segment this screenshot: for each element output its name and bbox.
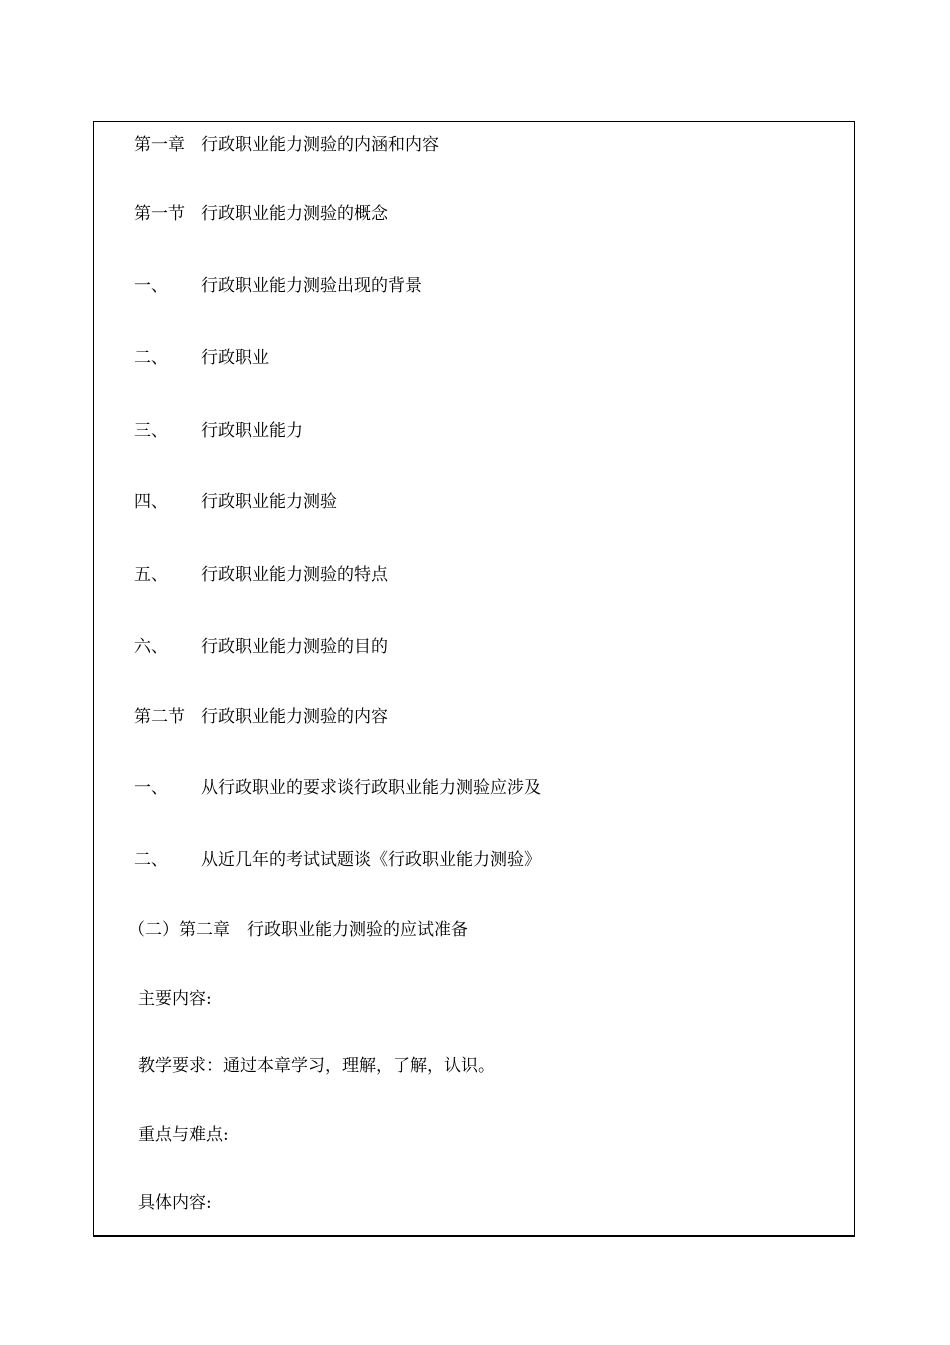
item-text: 行政职业能力	[201, 421, 303, 441]
item-text: 从近几年的考试试题谈《行政职业能力测验》	[201, 850, 541, 870]
section-label: 第一节	[134, 204, 185, 224]
item-text: 行政职业能力测验的特点	[201, 565, 388, 585]
specific-content-label: 具体内容:	[138, 1193, 212, 1213]
chapter-label: 第一章	[134, 135, 185, 155]
item-number: 一、	[134, 276, 168, 296]
item-number: 一、	[134, 778, 168, 798]
item-number: 四、	[134, 492, 168, 512]
teaching-requirements: 教学要求：通过本章学习，理解，了解，认识。	[138, 1056, 495, 1076]
item-text: 从行政职业的要求谈行政职业能力测验应涉及	[201, 778, 541, 798]
chapter-2-heading: （二）第二章 行政职业能力测验的应试准备	[128, 920, 468, 940]
item-number: 二、	[134, 850, 168, 870]
item-number: 三、	[134, 421, 168, 441]
item-number: 六、	[134, 637, 168, 657]
item-text: 行政职业	[201, 348, 269, 368]
main-content-label: 主要内容:	[138, 989, 212, 1009]
item-number: 五、	[134, 565, 168, 585]
item-text: 行政职业能力测验的目的	[201, 637, 388, 657]
section-label: 第二节	[134, 707, 185, 727]
item-text: 行政职业能力测验	[201, 492, 337, 512]
chapter-title: 行政职业能力测验的内涵和内容	[201, 135, 439, 155]
key-points-label: 重点与难点:	[138, 1125, 229, 1145]
section-title: 行政职业能力测验的内容	[201, 707, 388, 727]
item-number: 二、	[134, 348, 168, 368]
section-title: 行政职业能力测验的概念	[201, 204, 388, 224]
item-text: 行政职业能力测验出现的背景	[201, 276, 422, 296]
